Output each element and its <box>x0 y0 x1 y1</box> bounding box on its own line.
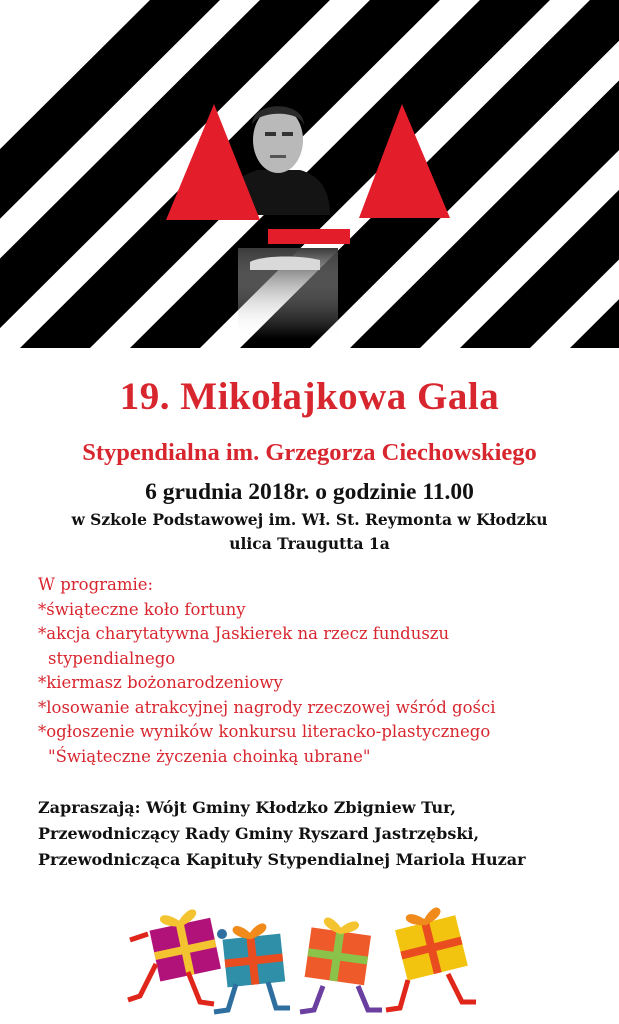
hosts-block <box>38 795 526 873</box>
program-heading: W programie: <box>38 575 154 594</box>
event-title: 19. Mikołajkowa Gala <box>119 375 500 418</box>
banner-graphic <box>0 0 619 348</box>
hosts-line: Przewodnicząca Kapituły Stypendialnej Mariola Huzar <box>38 850 526 869</box>
program-item-continuation: stypendialnego <box>48 648 176 668</box>
event-subtitle: Stypendialna im. Grzegorza Ciechowskiego <box>82 439 537 466</box>
program-item: *ogłoszenie wyników konkursu literacko-plastycznego <box>38 722 491 741</box>
gift-icon <box>300 918 382 1012</box>
gift-icon <box>386 906 476 1010</box>
event-street: ulica Traugutta 1a <box>229 534 390 553</box>
event-venue: w Szkole Podstawowej im. Wł. St. Reymonta w Kłodzku <box>71 510 548 529</box>
gift-icon <box>128 908 221 1004</box>
program-item: *akcja charytatywna Jaskierek na rzecz funduszu <box>38 624 450 643</box>
event-date: 6 grudnia 2018r. o godzinie 11.00 <box>145 479 474 505</box>
dancing-gifts-illustration <box>118 884 488 1018</box>
hosts-line: Przewodniczący Rady Gminy Ryszard Jastrzębski, <box>38 824 480 843</box>
program-item: *świąteczne koło fortuny <box>38 599 246 619</box>
program-list <box>38 573 496 769</box>
gift-icon <box>214 924 290 1012</box>
hosts-line: Zapraszają: Wójt Gminy Kłodzko Zbigniew Tur, <box>38 798 456 817</box>
program-item: *losowanie atrakcyjnej nagrody rzeczowej wśród gości <box>38 697 496 717</box>
program-item-continuation: "Świąteczne życzenia choinką ubrane" <box>48 746 371 766</box>
program-item: *kiermasz bożonarodzeniowy <box>38 673 283 692</box>
